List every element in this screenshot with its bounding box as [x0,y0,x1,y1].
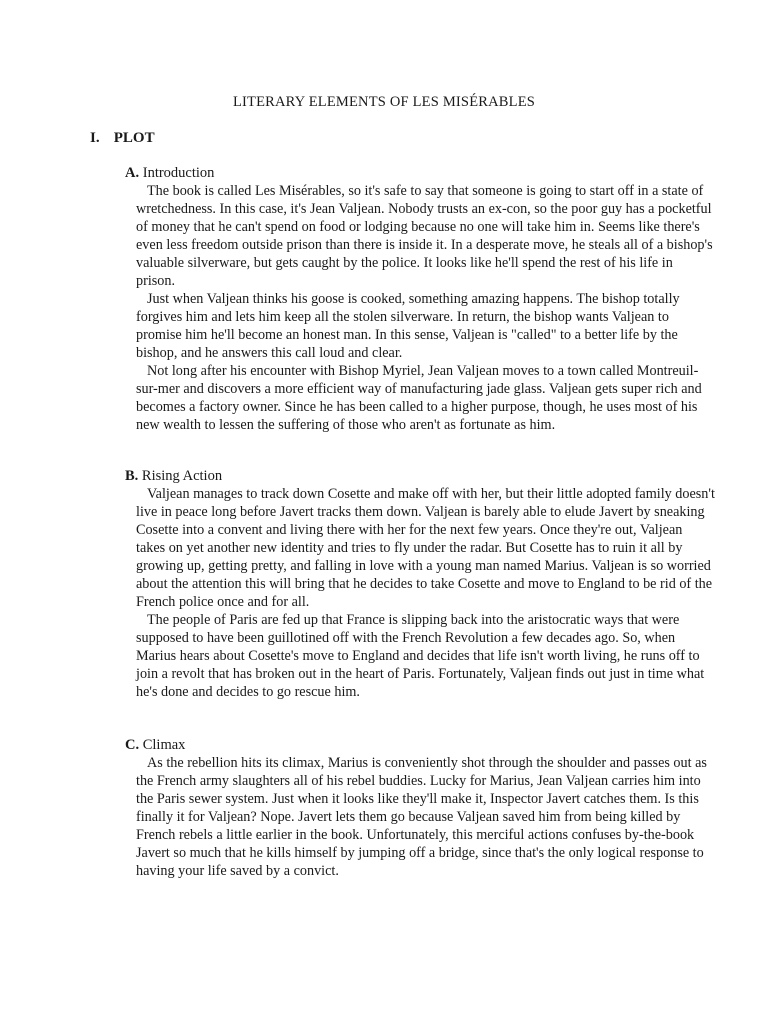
subsection-title: Rising Action [138,468,223,484]
subsection-letter: B. [125,468,139,484]
section-heading-plot [90,130,155,147]
subsection-climax [125,736,715,880]
subsection-rising-action [125,467,715,701]
section-title: PLOT [113,130,155,146]
subsection-heading [125,164,715,182]
subsection-title: Introduction [139,165,215,181]
subsection-introduction [125,164,715,434]
section-number: I. [90,130,100,146]
paragraph: The people of Paris are fed up that France is slipping back into the aristocratic ways that were supposed to have been guillotined off with the French Revolution a few decades ago. So, when Marius hears about Cosette's move to England and decides that life isn't worth living, he runs off to join a revolt that has broken out in the heart of Paris. Fortunately, Valjean finds out just in time what he's done and decides to go rescue him. [136,612,705,700]
subsection-title: Climax [139,737,186,753]
paragraph: The book is called Les Misérables, so it's safe to say that someone is going to start off in a state of wretchedness. In this case, it's Jean Valjean. Nobody trusts an ex-con, so the poor guy has a pocketful of money that he can't spend on food or lodging because no one will take him in. Seems like there's even less freedom outside prison than there is inside it. In a desperate move, he steals all of a bishop's valuable silverware, but gets caught by the police. It looks like he'll spend the rest of his life in prison. [136,183,713,289]
subsection-heading [125,467,715,485]
subsection-letter: C. [125,737,140,753]
paragraph: As the rebellion hits its climax, Marius is conveniently shot through the shoulder and passes out as the French army slaughters all of his rebel buddies. Lucky for Marius, Jean Valjean carries him into the Paris sewer system. Just when it looks like they'll make it, Inspector Javert catches them. Is this finally it for Valjean? Nope. Javert lets them go because Valjean saved him from being killed by French rebels a little earlier in the book. Unfortunately, this merciful actions confuses by-the-book Javert so much that he kills himself by jumping off a bridge, since that's the only logical response to having your life saved by a convict. [136,755,707,879]
subsection-letter: A. [125,165,140,181]
paragraph: Not long after his encounter with Bishop Myriel, Jean Valjean moves to a town called Montreuil-sur-mer and discovers a more efficient way of manufacturing jade glass. Valjean gets super rich and becomes a factory owner. Since he has been called to a higher purpose, though, he uses most of his new wealth to lessen the suffering of those who aren't as fortunate as him. [136,363,702,433]
paragraph: Valjean manages to track down Cosette and make off with her, but their little adopted family doesn't live in peace long before Javert tracks them down. Valjean is barely able to elude Javert by sneaking Cosette into a convent and living there with her for the next few years. Once they're out, Valjean takes on yet another new identity and tries to fly under the radar. But Cosette has to ruin it all by growing up, getting pretty, and falling in love with a young man named Marius. Valjean is so worried about the attention this will bring that he decides to take Cosette and move to England to be rid of the French police once and for all. [136,486,715,610]
subsection-heading [125,736,715,754]
document-title: LITERARY ELEMENTS OF LES MISÉRABLES [232,94,536,110]
paragraph: Just when Valjean thinks his goose is cooked, something amazing happens. The bishop totally forgives him and lets him keep all the stolen silverware. In return, the bishop wants Valjean to promise him he'll become an honest man. In this sense, Valjean is "called" to a better life by the bishop, and he answers this call loud and clear. [136,291,680,361]
